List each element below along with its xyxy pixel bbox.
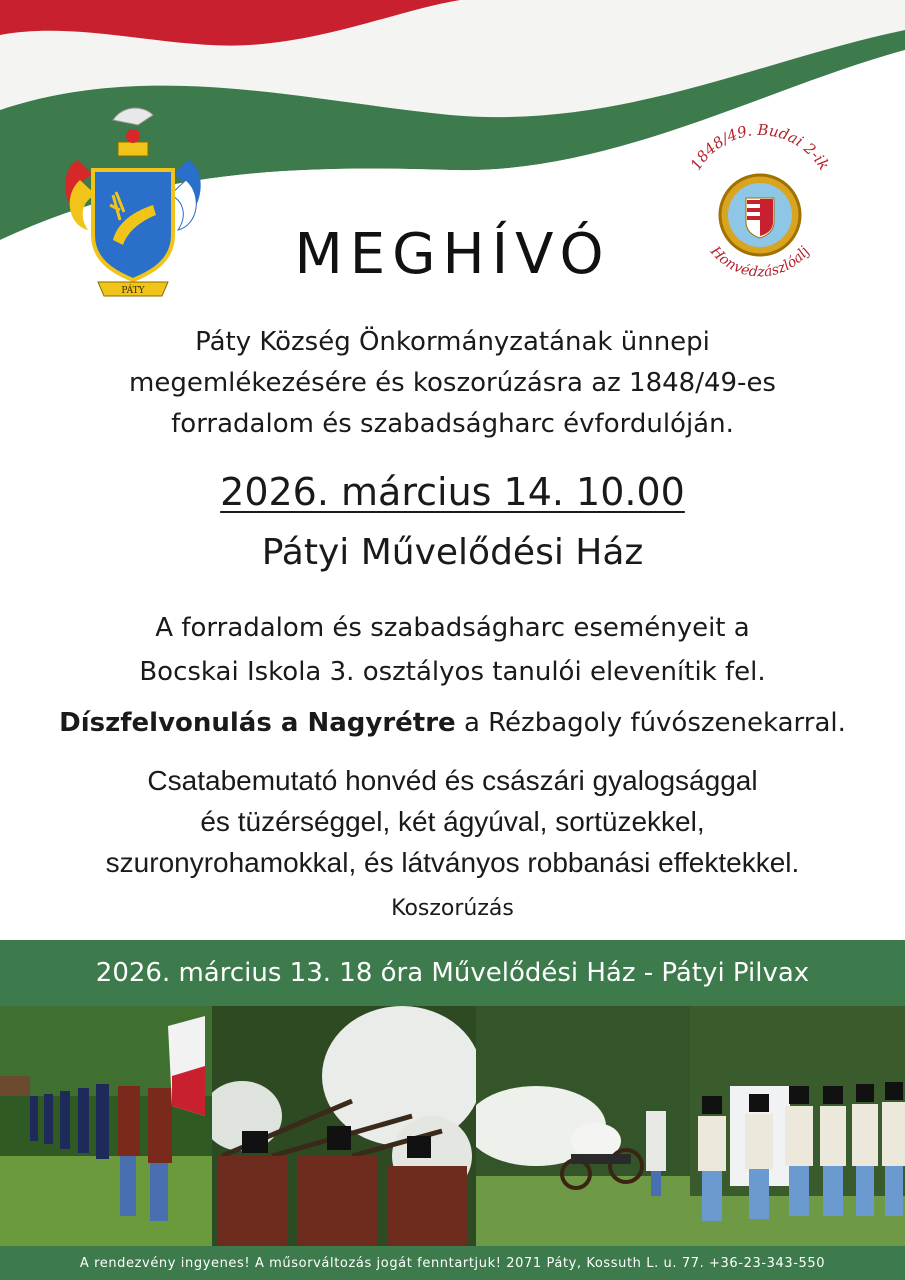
reenactment-line: Bocskai Iskola 3. osztályos tanulói elevenítik fel. (139, 657, 766, 687)
photo-soldiers-line (0, 1006, 212, 1246)
footer (0, 1246, 905, 1280)
badge-top-text: 1848/49. Budai 2-ik (686, 120, 834, 174)
parade-rest: a Rézbagoly fúvószenekarral. (455, 708, 846, 738)
photo-infantry-group (690, 1006, 905, 1246)
svg-text:1848/49. Budai 2-ik (687, 121, 834, 174)
crest-ribbon-text: PÁTY (121, 286, 145, 296)
parade-text (0, 708, 905, 738)
photo-strip (0, 1006, 905, 1246)
reenactment-text (0, 606, 905, 694)
battle-line: és tüzérséggel, két ágyúval, sortüzekkel, (200, 806, 705, 837)
event-datetime (0, 470, 905, 514)
pre-event-text: 2026. március 13. 18 óra Művelődési Ház - Pátyi Pilvax (95, 958, 810, 988)
battle-demo-text (0, 760, 905, 883)
intro-line: Páty Község Önkormányzatának ünnepi (195, 327, 710, 357)
intro-line: forradalom és szabadságharc évfordulóján. (171, 409, 734, 439)
page-title: MEGHÍVÓ (294, 222, 611, 287)
battle-line: szuronyrohamokkal, és látványos robbanási effektekkel. (105, 847, 800, 878)
pre-event-banner (0, 940, 905, 1006)
event-datetime-text: 2026. március 14. 10.00 (220, 470, 685, 514)
battle-line: Csatabemutató honvéd és császári gyalogsággal (147, 765, 758, 796)
intro-text (0, 322, 905, 445)
parade-bold: Díszfelvonulás a Nagyrétre (59, 708, 456, 738)
photo-musket-volley (212, 1006, 476, 1246)
badge-bottom-text: Honvédzászlóalj (707, 243, 813, 281)
footer-text: A rendezvény ingyenes! A műsorváltozás jogát fenntartjuk! 2071 Páty, Kossuth L. u. 77. +36-23-343-550 (79, 1255, 826, 1271)
event-venue: Pátyi Művelődési Ház (261, 532, 644, 573)
wreath-laying: Koszorúzás (391, 896, 514, 921)
reenactment-line: A forradalom és szabadságharc eseményeit a (155, 613, 750, 643)
intro-line: megemlékezésére és koszorúzásra az 1848/49-es (129, 368, 776, 398)
photo-cannon (476, 1006, 690, 1246)
